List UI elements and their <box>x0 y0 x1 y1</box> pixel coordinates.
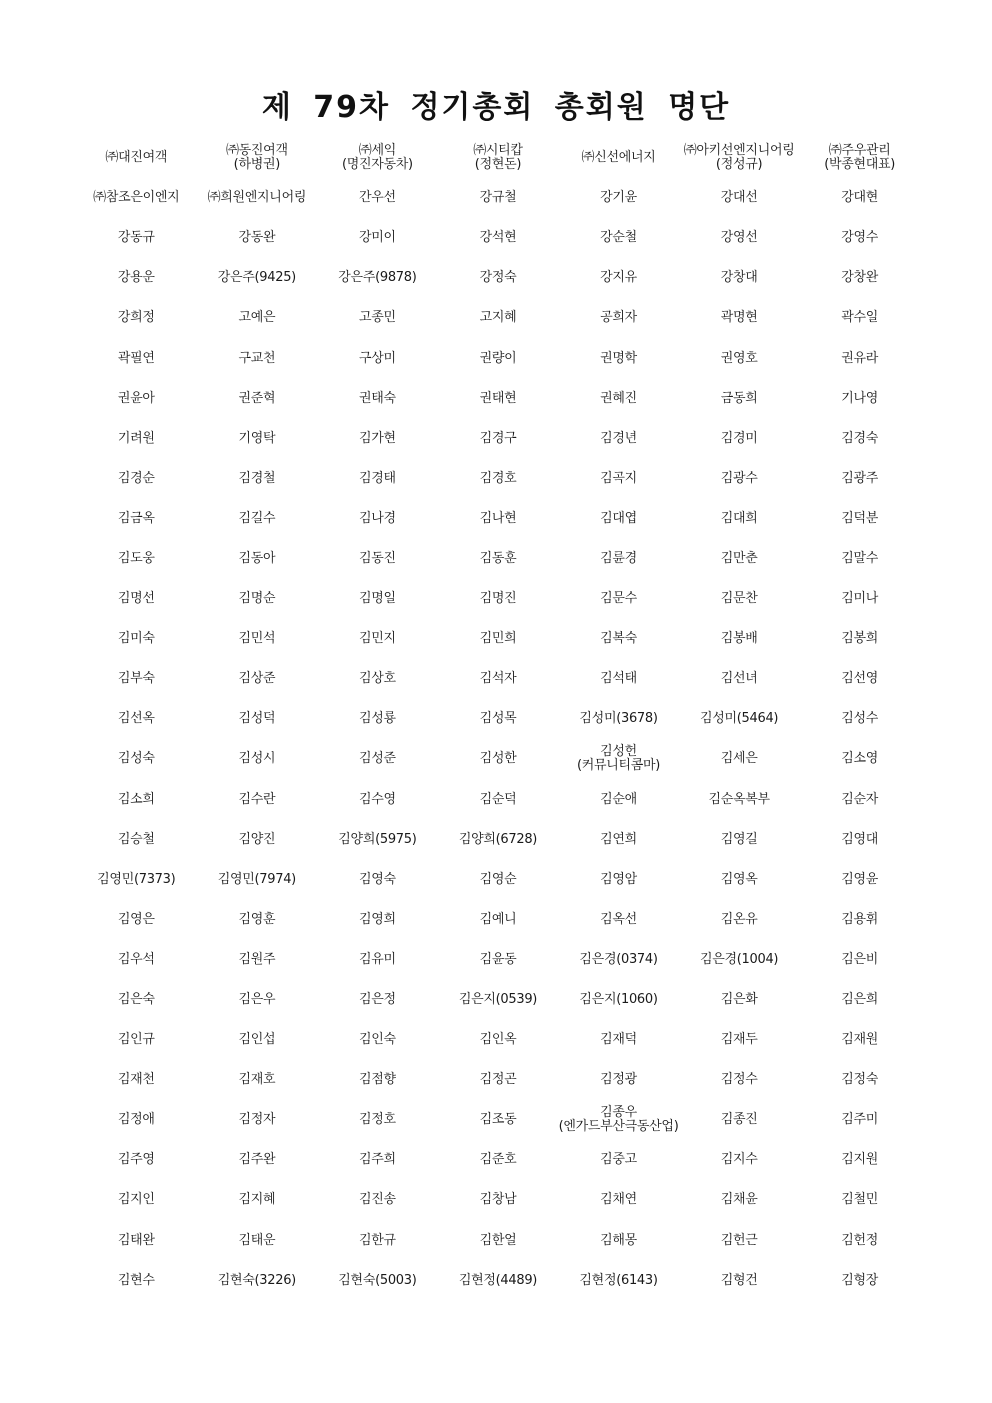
member-name: 김양희(6728) <box>458 831 538 847</box>
member-name: 김민희 <box>479 631 517 647</box>
member-name: 김재두 <box>720 1032 758 1048</box>
member-name: 김옥선 <box>600 911 637 927</box>
member-name: 곽필연 <box>117 350 155 366</box>
member-name: 김수영 <box>359 791 396 807</box>
member-name: 김민석 <box>238 631 276 647</box>
member-name: 김종진 <box>720 1112 758 1128</box>
member-name: 김경태 <box>359 470 396 486</box>
member-name: 김경미 <box>720 430 758 446</box>
member-name: 김영순 <box>479 871 517 887</box>
member-name: 김소영 <box>841 751 879 767</box>
member-name: 김정애 <box>117 1112 155 1128</box>
member-name: 김곡지 <box>600 470 637 486</box>
member-name: 김덕분 <box>841 510 879 526</box>
member-name: 김석자 <box>479 671 517 687</box>
member-name: 강대선 <box>720 190 758 206</box>
member-name: 강순철 <box>600 230 637 246</box>
member-name: 김광주 <box>841 470 879 486</box>
member-name: 김인숙 <box>359 1032 396 1048</box>
member-name: 권태현 <box>479 390 517 406</box>
member-name: 강규철 <box>479 190 517 206</box>
member-name: 김명순 <box>238 591 276 607</box>
member-name: 강기윤 <box>600 190 637 206</box>
member-name: 김석태 <box>600 671 637 687</box>
member-name: 김승철 <box>117 831 155 847</box>
member-name: 김미나 <box>841 591 879 607</box>
member-name: 김주희 <box>359 1152 396 1168</box>
member-name: 김순애 <box>600 791 637 807</box>
member-name: ㈜참조은이엔지 <box>93 190 180 206</box>
member-name: 김형장 <box>841 1272 879 1288</box>
member-name: 김복숙 <box>600 631 637 647</box>
member-name: 김양진 <box>238 831 276 847</box>
member-name: 김상호 <box>359 671 396 687</box>
member-name: 김한규 <box>359 1232 396 1248</box>
member-name: 김정곤 <box>479 1072 517 1088</box>
member-name: 김성미(5464) <box>699 711 779 727</box>
member-name: 김유미 <box>359 951 396 967</box>
member-name: 김은우 <box>238 992 276 1008</box>
member-name: 김영암 <box>600 871 637 887</box>
member-name: 김은희 <box>841 992 879 1008</box>
member-name: ㈜희원엔지니어링 <box>207 190 307 206</box>
member-name: 김은지(0539) <box>458 992 538 1008</box>
member-name: 권영호 <box>720 350 758 366</box>
member-name: 김현숙(3226) <box>217 1272 296 1288</box>
member-name: 김인규 <box>117 1032 155 1048</box>
member-name: 김은정 <box>359 992 396 1008</box>
member-name: 곽수일 <box>841 310 879 326</box>
member-name: 김순덕 <box>479 791 517 807</box>
member-name: 김예니 <box>479 911 517 927</box>
member-name: 김양희(5975) <box>338 831 417 847</box>
member-name: 김영옥 <box>720 871 758 887</box>
member-name: 권량이 <box>479 350 517 366</box>
member-name: 김대엽 <box>600 510 637 526</box>
member-name: 구교천 <box>238 350 276 366</box>
member-name: 김경순 <box>117 470 155 486</box>
member-name: 김나현 <box>479 510 517 526</box>
member-name: 김지수 <box>720 1152 758 1168</box>
member-name: 김지원 <box>841 1152 879 1168</box>
member-name: 김수란 <box>238 791 276 807</box>
member-name: 김경호 <box>479 470 517 486</box>
member-name: 김점향 <box>359 1072 396 1088</box>
member-name: 김경년 <box>600 430 637 446</box>
member-name: 김정광 <box>600 1072 637 1088</box>
member-name: 김현수 <box>117 1272 155 1288</box>
member-name: 권준혁 <box>238 390 276 406</box>
member-name: 김영은 <box>117 911 155 927</box>
member-name: 김경숙 <box>841 430 879 446</box>
member-name: 김명선 <box>117 591 155 607</box>
member-name: 김철민 <box>841 1192 879 1208</box>
member-name: 김성한 <box>479 751 517 767</box>
member-name: 김가현 <box>359 430 396 446</box>
member-name: 김대희 <box>720 510 758 526</box>
member-name: ㈜대진여객 <box>105 150 168 166</box>
member-name: 김용휘 <box>841 911 879 927</box>
member-name: 김원주 <box>238 951 276 967</box>
member-name: 김현정(6143) <box>579 1272 658 1288</box>
member-name: 김명일 <box>359 591 396 607</box>
member-name: 김문수 <box>600 591 637 607</box>
member-name: 강희정 <box>117 310 155 326</box>
member-name: 김인섭 <box>238 1032 276 1048</box>
member-name: 김소희 <box>117 791 155 807</box>
member-name: 김성수 <box>841 711 879 727</box>
member-name: 기영탁 <box>238 430 276 446</box>
member-name: 김선녀 <box>720 671 758 687</box>
member-name: 강은주(9878) <box>338 270 417 286</box>
member-name: 김륜경 <box>600 550 637 566</box>
member-name: 권윤아 <box>117 390 155 406</box>
member-name: 김지인 <box>117 1192 155 1208</box>
member-name: 강은주(9425) <box>217 270 296 286</box>
member-name: 김경철 <box>238 470 276 486</box>
member-name: 공희자 <box>600 310 637 326</box>
member-name: ㈜신선에너지 <box>581 150 656 166</box>
member-name: 권태숙 <box>359 390 396 406</box>
member-name: 김지혜 <box>238 1192 276 1208</box>
member-name: 김중고 <box>600 1152 637 1168</box>
member-name: 김진송 <box>359 1192 396 1208</box>
member-name: 김조동 <box>479 1112 517 1128</box>
member-name: 기려원 <box>117 430 155 446</box>
member-name: 김상준 <box>238 671 276 687</box>
member-name: 김종우 (엔가드부산극동산업) <box>558 1105 679 1135</box>
member-name: 권명학 <box>600 350 637 366</box>
member-name: 간우선 <box>359 190 396 206</box>
member-name: 강지유 <box>600 270 637 286</box>
member-name: 김성덕 <box>238 711 276 727</box>
member-name: 김경구 <box>479 430 517 446</box>
member-name: 김동진 <box>359 550 396 566</box>
member-name: 김나경 <box>359 510 396 526</box>
member-name: 김한얼 <box>479 1232 517 1248</box>
member-name: 김은숙 <box>117 992 155 1008</box>
member-name: 김동아 <box>238 550 276 566</box>
member-name: 강영선 <box>720 230 758 246</box>
member-name: 김영길 <box>720 831 758 847</box>
member-name: 강동규 <box>117 230 155 246</box>
member-name: 김인옥 <box>479 1032 517 1048</box>
member-name: 김재호 <box>238 1072 276 1088</box>
member-name: 고지혜 <box>479 310 517 326</box>
member-name: 김성미(3678) <box>579 711 658 727</box>
member-name: 김선영 <box>841 671 879 687</box>
member-name: 김재천 <box>117 1072 155 1088</box>
member-name: 김정수 <box>720 1072 758 1088</box>
member-name: 김은경(1004) <box>699 951 779 967</box>
member-name: ㈜시티캅 (정현돈) <box>473 143 523 173</box>
member-name: 김세은 <box>720 751 758 767</box>
member-name: 김길수 <box>238 510 276 526</box>
member-name: 구상미 <box>359 350 396 366</box>
member-name: 김문찬 <box>720 591 758 607</box>
member-name: 김정숙 <box>841 1072 879 1088</box>
member-name: 김순옥복부 <box>708 791 770 807</box>
member-name: ㈜세익 (명진자동차) <box>341 143 413 173</box>
member-name: 김창남 <box>479 1192 517 1208</box>
member-name: 김영희 <box>359 911 396 927</box>
member-name: 김은비 <box>841 951 879 967</box>
member-name: 김성시 <box>238 751 276 767</box>
member-name: 김도웅 <box>117 550 155 566</box>
member-name: 김현정(4489) <box>458 1272 538 1288</box>
member-name: 김순자 <box>841 791 879 807</box>
member-name: 김영대 <box>841 831 879 847</box>
member-name: 김윤동 <box>479 951 517 967</box>
member-name: 김온유 <box>720 911 758 927</box>
member-name: 김동훈 <box>479 550 517 566</box>
member-name: 김미숙 <box>117 631 155 647</box>
member-name: 김연희 <box>600 831 637 847</box>
member-name: 김말수 <box>841 550 879 566</box>
member-name: 강미이 <box>359 230 396 246</box>
member-name: 김은화 <box>720 992 758 1008</box>
member-name: 김정호 <box>359 1112 396 1128</box>
member-name: 강창완 <box>841 270 879 286</box>
member-name: 김헌정 <box>841 1232 879 1248</box>
member-name: 김형건 <box>720 1272 758 1288</box>
member-name: 김태완 <box>117 1232 155 1248</box>
member-name: 김해몽 <box>600 1232 637 1248</box>
member-name: 권유라 <box>841 350 879 366</box>
member-name: 김명진 <box>479 591 517 607</box>
member-name: 김채윤 <box>720 1192 758 1208</box>
member-name: 금동희 <box>720 390 758 406</box>
member-name: 곽명현 <box>720 310 758 326</box>
member-list <box>76 138 920 1301</box>
member-name: 강용운 <box>117 270 155 286</box>
member-name: 강동완 <box>238 230 276 246</box>
member-name: 김주영 <box>117 1152 155 1168</box>
member-name: 강영수 <box>841 230 879 246</box>
member-name: 김주완 <box>238 1152 276 1168</box>
member-name: 김봉배 <box>720 631 758 647</box>
member-name: 김영민(7974) <box>217 871 296 887</box>
member-name: 고종민 <box>359 310 396 326</box>
member-name: 김성헌 (커뮤니티콤마) <box>576 744 661 774</box>
member-name: 강정숙 <box>479 270 517 286</box>
member-name: 김성룡 <box>359 711 396 727</box>
member-name: 김광수 <box>720 470 758 486</box>
member-name: ㈜주우관리 (박종현대표) <box>824 143 896 173</box>
member-name: 강석현 <box>479 230 517 246</box>
member-name: 고예은 <box>238 310 276 326</box>
member-name: ㈜아키선엔지니어링 (정성규) <box>683 143 795 173</box>
member-name: 김봉희 <box>841 631 879 647</box>
page-title: 제 79차 정기총회 총회원 명단 <box>261 90 731 125</box>
member-name: ㈜동진여객 (하병권) <box>225 143 288 173</box>
member-name: 권혜진 <box>600 390 637 406</box>
member-name: 김성목 <box>479 711 517 727</box>
member-name: 김은경(0374) <box>579 951 658 967</box>
member-name: 김영윤 <box>841 871 879 887</box>
member-name: 김금옥 <box>117 510 155 526</box>
member-name: 김헌근 <box>720 1232 758 1248</box>
member-name: 김은지(1060) <box>579 992 658 1008</box>
member-name: 김영숙 <box>359 871 396 887</box>
member-name: 김주미 <box>841 1112 879 1128</box>
member-name: 김준호 <box>479 1152 517 1168</box>
member-name: 김민지 <box>359 631 396 647</box>
member-name: 김영훈 <box>238 911 276 927</box>
member-name: 김현숙(5003) <box>338 1272 417 1288</box>
member-name: 김성숙 <box>117 751 155 767</box>
member-name: 김정자 <box>238 1112 276 1128</box>
member-name: 김성준 <box>359 751 396 767</box>
member-name: 김영민(7373) <box>97 871 176 887</box>
member-name: 김부숙 <box>117 671 155 687</box>
member-name: 강창대 <box>720 270 758 286</box>
member-name: 김채연 <box>600 1192 637 1208</box>
member-name: 김만춘 <box>720 550 758 566</box>
member-name: 김선옥 <box>117 711 155 727</box>
member-name: 강대현 <box>841 190 879 206</box>
member-name: 김재원 <box>841 1032 879 1048</box>
member-name: 기나영 <box>841 390 879 406</box>
member-name: 김재덕 <box>600 1032 637 1048</box>
member-name: 김우석 <box>117 951 155 967</box>
member-name: 김태운 <box>238 1232 276 1248</box>
